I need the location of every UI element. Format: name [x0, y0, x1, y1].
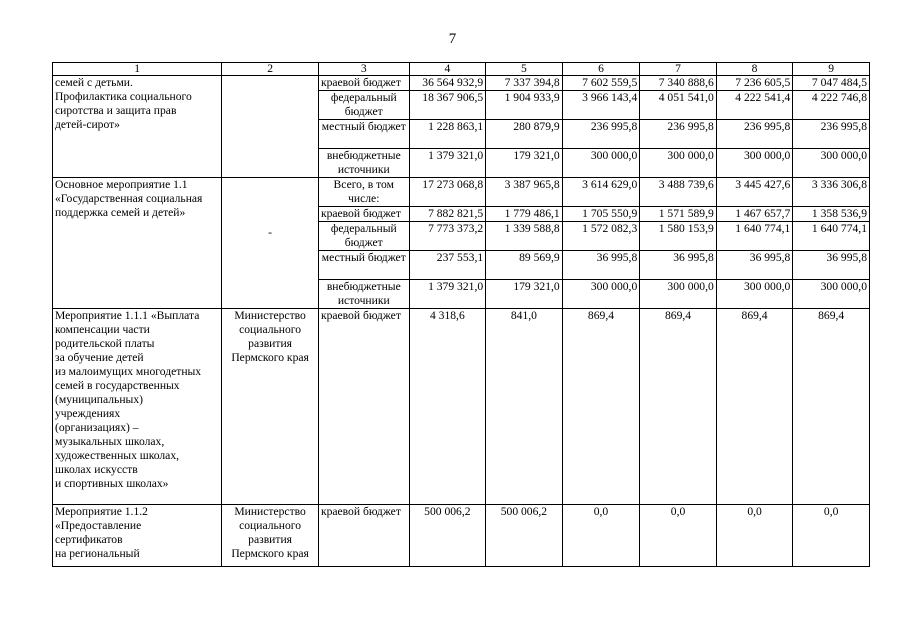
funding-source: внебюджетные источники	[318, 149, 409, 178]
amount-cell: 500 006,2	[486, 505, 563, 567]
table-row	[53, 309, 870, 505]
amount-cell: 300 000,0	[793, 280, 870, 309]
table-row	[53, 76, 870, 91]
amount-cell: 0,0	[716, 505, 793, 567]
amount-cell: 1 358 536,9	[793, 207, 870, 222]
amount-cell: 500 006,2	[409, 505, 486, 567]
funding-source: местный бюджет	[318, 120, 409, 149]
column-number: 4	[409, 63, 486, 76]
column-number: 5	[486, 63, 563, 76]
amount-cell: 179 321,0	[486, 280, 563, 309]
column-number: 6	[562, 63, 640, 76]
amount-cell: 869,4	[640, 309, 717, 505]
executor-cell: Министерство социального развития Пермского края	[222, 309, 319, 505]
table-row	[53, 505, 870, 567]
executor-dash: -	[268, 226, 273, 239]
funding-source: краевой бюджет	[318, 76, 409, 91]
amount-cell: 7 236 605,5	[716, 76, 793, 91]
measure-name: семей с детьми. Профилактика социального сиротства и защита прав детей-сирот»	[53, 76, 222, 178]
amount-cell: 7 047 484,5	[793, 76, 870, 91]
amount-cell: 1 379 321,0	[409, 149, 486, 178]
column-number-row	[53, 63, 870, 76]
amount-cell: 17 273 068,8	[409, 178, 486, 207]
amount-cell: 300 000,0	[793, 149, 870, 178]
column-number: 8	[716, 63, 793, 76]
amount-cell: 7 602 559,5	[562, 76, 640, 91]
amount-cell: 236 995,8	[793, 120, 870, 149]
amount-cell: 89 569,9	[486, 251, 563, 280]
funding-source: краевой бюджет	[318, 309, 409, 505]
amount-cell: 236 995,8	[562, 120, 640, 149]
amount-cell: 1 572 082,3	[562, 222, 640, 251]
amount-cell: 1 705 550,9	[562, 207, 640, 222]
amount-cell: 36 995,8	[716, 251, 793, 280]
amount-cell: 4 222 746,8	[793, 91, 870, 120]
amount-cell: 7 340 888,6	[640, 76, 717, 91]
amount-cell: 0,0	[640, 505, 717, 567]
amount-cell: 1 379 321,0	[409, 280, 486, 309]
amount-cell: 4 318,6	[409, 309, 486, 505]
amount-cell: 7 773 373,2	[409, 222, 486, 251]
amount-cell: 18 367 906,5	[409, 91, 486, 120]
amount-cell: 1 228 863,1	[409, 120, 486, 149]
funding-source: внебюджетные источники	[318, 280, 409, 309]
amount-cell: 3 966 143,4	[562, 91, 640, 120]
amount-cell: 1 571 589,9	[640, 207, 717, 222]
amount-cell: 3 336 306,8	[793, 178, 870, 207]
funding-source: местный бюджет	[318, 251, 409, 280]
amount-cell: 300 000,0	[562, 280, 640, 309]
amount-cell: 179 321,0	[486, 149, 563, 178]
amount-cell: 300 000,0	[640, 149, 717, 178]
amount-cell: 300 000,0	[716, 149, 793, 178]
amount-cell: 0,0	[562, 505, 640, 567]
executor-cell: Министерство социального развития Пермского края	[222, 505, 319, 567]
column-number: 7	[640, 63, 717, 76]
amount-cell: 300 000,0	[716, 280, 793, 309]
measure-name: Мероприятие 1.1.1 «Выплата компенсации части родительской платы за обучение детей из малоимущих многодетных семей в государственных (муниципальных) учреждениях (организациях) – музыкальных школах, художественных школах, школах искусств и спортивных школах»	[53, 309, 222, 505]
amount-cell: 1 640 774,1	[793, 222, 870, 251]
page-number: 7	[448, 31, 457, 47]
amount-cell: 237 553,1	[409, 251, 486, 280]
amount-cell: 280 879,9	[486, 120, 563, 149]
executor-cell	[222, 76, 319, 178]
funding-source: федеральный бюджет	[318, 222, 409, 251]
table-row	[53, 178, 870, 207]
column-number: 2	[222, 63, 319, 76]
amount-cell: 300 000,0	[562, 149, 640, 178]
amount-cell: 7 882 821,5	[409, 207, 486, 222]
amount-cell: 36 995,8	[640, 251, 717, 280]
amount-cell: 1 779 486,1	[486, 207, 563, 222]
amount-cell: 3 488 739,6	[640, 178, 717, 207]
budget-table	[52, 62, 870, 567]
amount-cell: 300 000,0	[640, 280, 717, 309]
funding-source: краевой бюджет	[318, 505, 409, 567]
measure-name: Основное мероприятие 1.1 «Государственная социальная поддержка семей и детей»	[53, 178, 222, 309]
amount-cell: 1 640 774,1	[716, 222, 793, 251]
amount-cell: 869,4	[716, 309, 793, 505]
amount-cell: 36 995,8	[562, 251, 640, 280]
amount-cell: 0,0	[793, 505, 870, 567]
funding-source: Всего, в том числе:	[318, 178, 409, 207]
amount-cell: 1 904 933,9	[486, 91, 563, 120]
amount-cell: 36 995,8	[793, 251, 870, 280]
amount-cell: 236 995,8	[716, 120, 793, 149]
column-number: 1	[53, 63, 222, 76]
amount-cell: 4 051 541,0	[640, 91, 717, 120]
amount-cell: 1 580 153,9	[640, 222, 717, 251]
amount-cell: 3 614 629,0	[562, 178, 640, 207]
amount-cell: 1 339 588,8	[486, 222, 563, 251]
amount-cell: 3 387 965,8	[486, 178, 563, 207]
column-number: 3	[318, 63, 409, 76]
amount-cell: 3 445 427,6	[716, 178, 793, 207]
amount-cell: 7 337 394,8	[486, 76, 563, 91]
amount-cell: 1 467 657,7	[716, 207, 793, 222]
executor-cell	[222, 178, 319, 309]
amount-cell: 236 995,8	[640, 120, 717, 149]
amount-cell: 4 222 541,4	[716, 91, 793, 120]
amount-cell: 841,0	[486, 309, 563, 505]
amount-cell: 869,4	[793, 309, 870, 505]
funding-source: федеральный бюджет	[318, 91, 409, 120]
amount-cell: 869,4	[562, 309, 640, 505]
amount-cell: 36 564 932,9	[409, 76, 486, 91]
measure-name: Мероприятие 1.1.2 «Предоставление сертификатов на региональный	[53, 505, 222, 567]
column-number: 9	[793, 63, 870, 76]
funding-source: краевой бюджет	[318, 207, 409, 222]
